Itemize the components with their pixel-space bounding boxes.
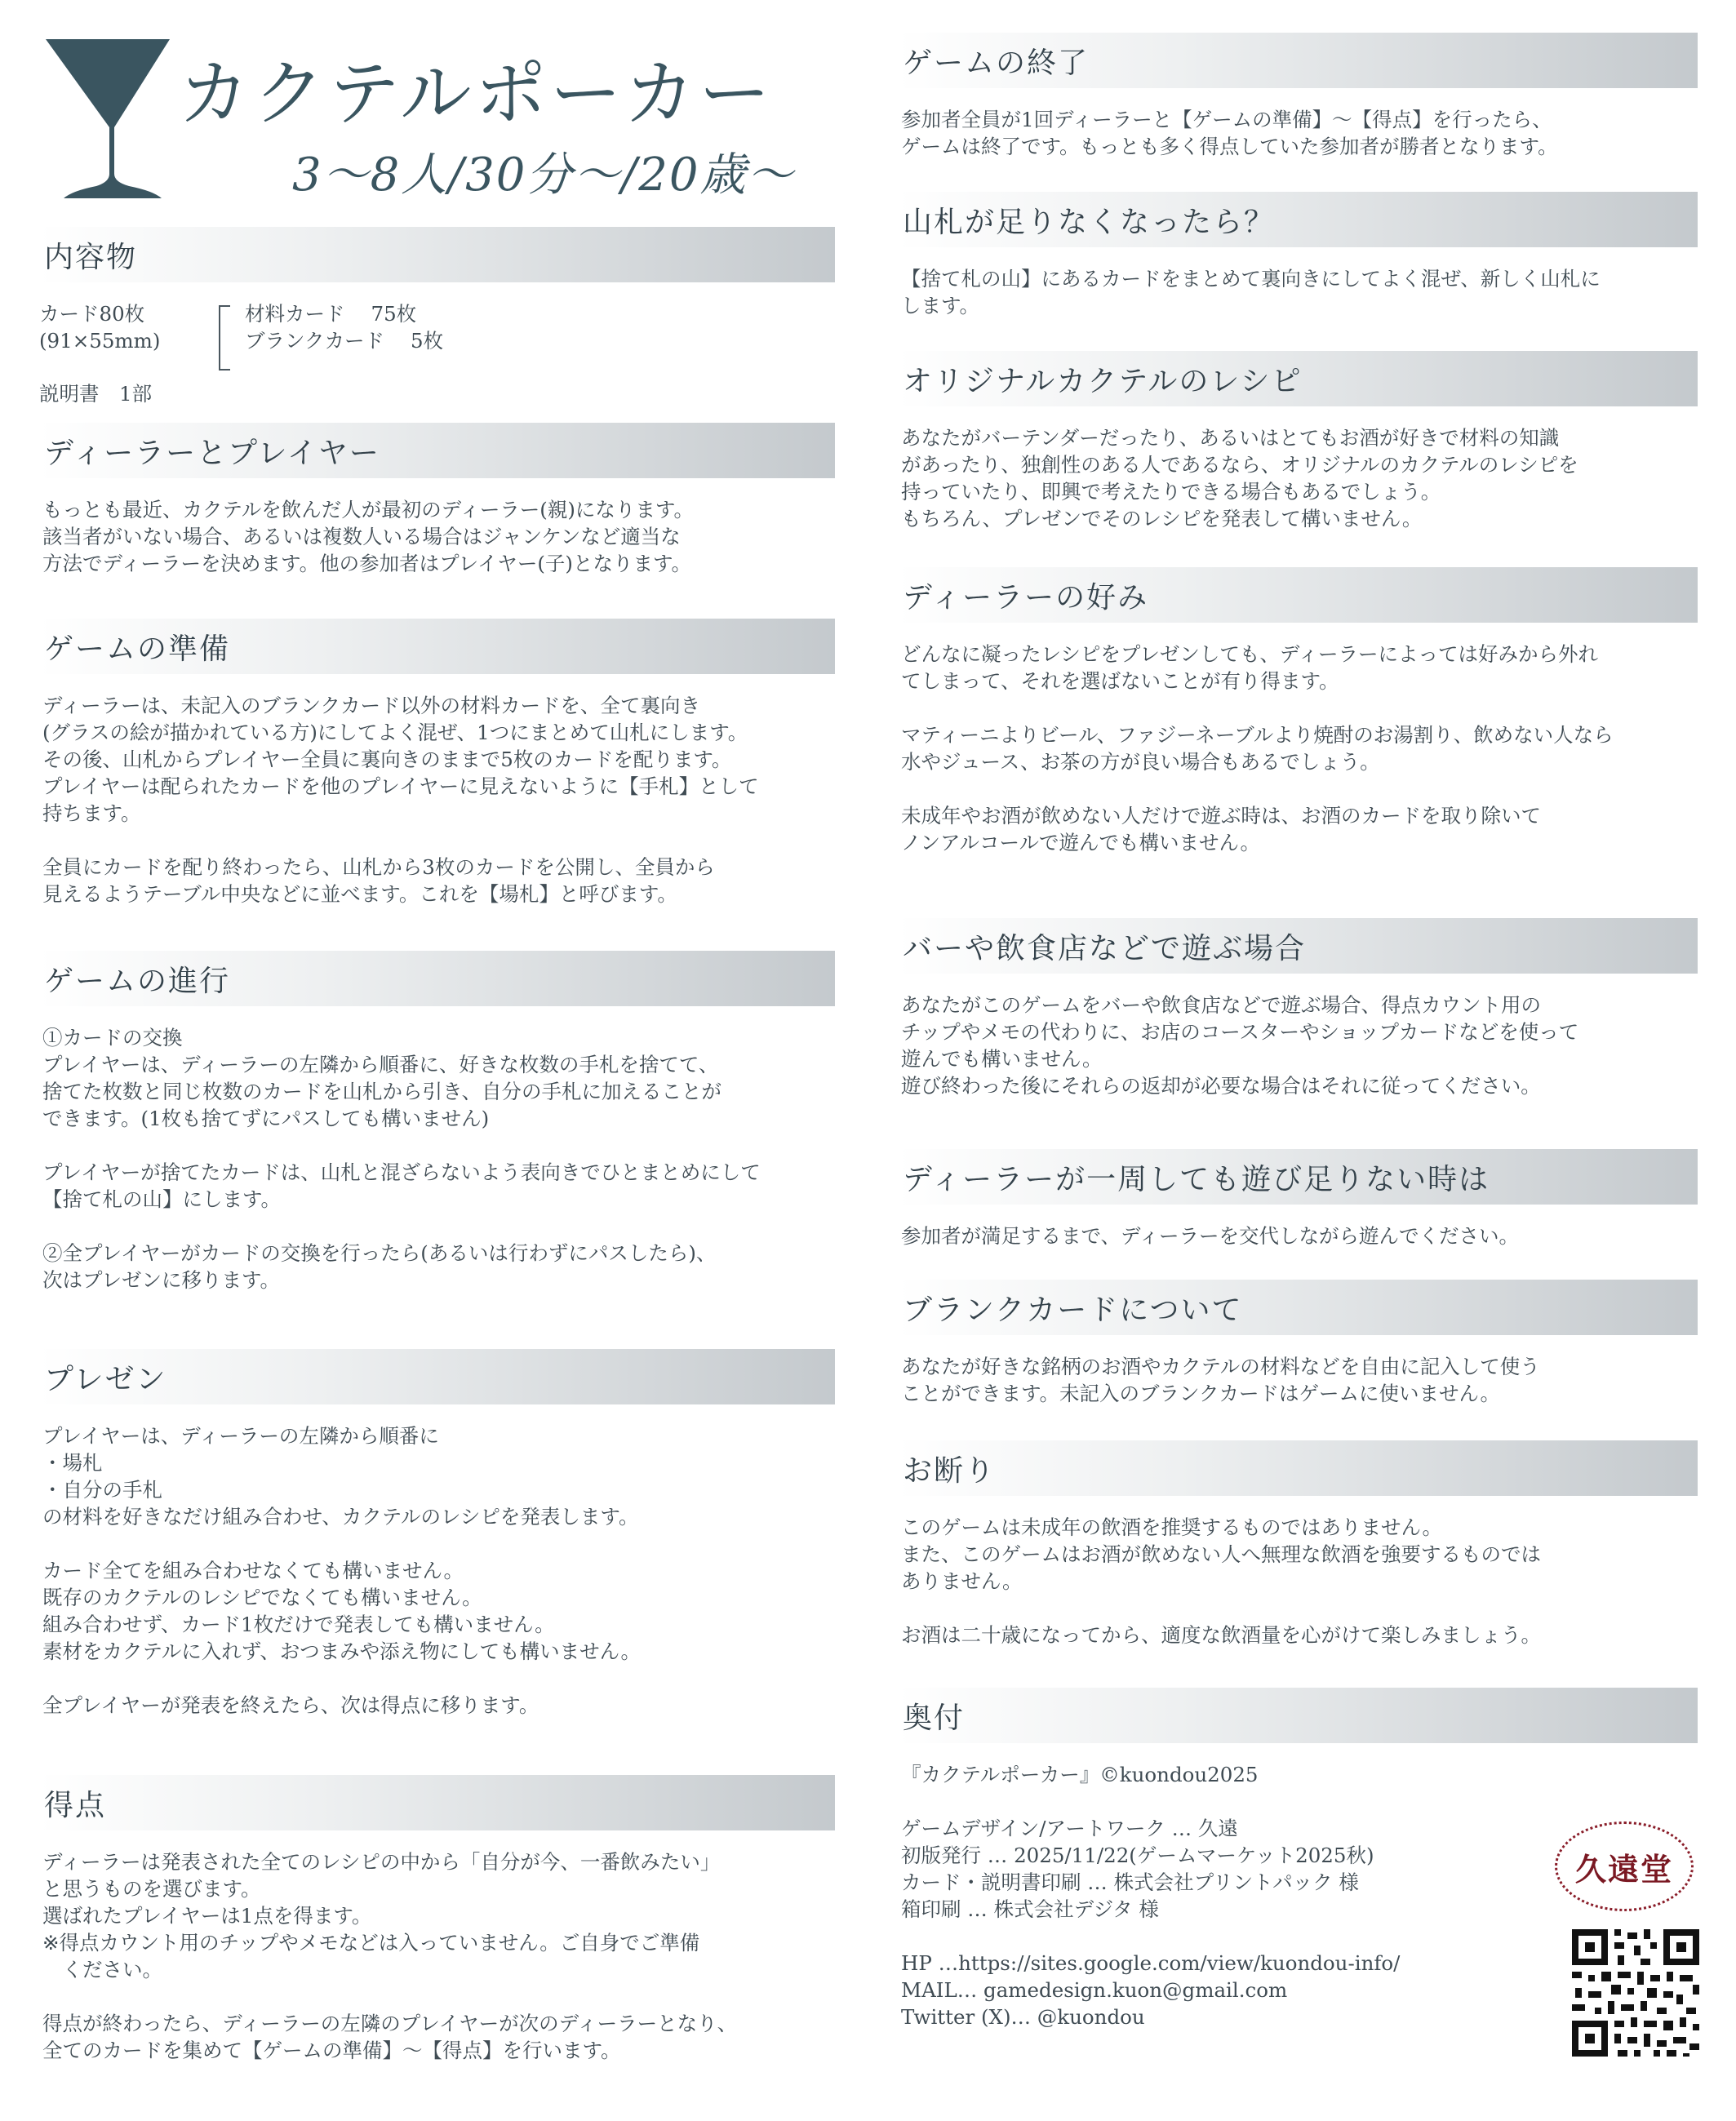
copyright: 『カクテルポーカー』©kuondou2025 — [901, 1763, 1259, 1786]
section-band — [898, 918, 1698, 974]
paragraph: 得点が終わったら、ディーラーの左隣のプレイヤーが次のディーラーとなり、 全てのカードを集めて【ゲームの準備】〜【得点】を行います。 — [42, 2012, 738, 2062]
section-band — [39, 1349, 835, 1404]
game-subtitle: 3〜8人/30分〜/20歳〜 — [292, 149, 795, 202]
paragraph: このゲームは未成年の飲酒を推奨するものではありません。 また、このゲームはお酒が飲めない人へ無理な飲酒を強要するものでは ありません。 — [901, 1515, 1541, 1593]
paragraph: プレイヤーは、ディーラーの左隣から順番に ・場札 ・自分の手札 の材料を好きなだけ組み合わせ、カクテルのレシピを発表します。 — [42, 1424, 639, 1529]
section-presen — [39, 1349, 835, 1719]
section-title: ゲームの準備 — [44, 632, 231, 666]
section-contents — [39, 227, 835, 415]
paragraph: ディーラーは発表された全てのレシピの中から「自分が今、一番飲みたい」 と思うものを選びます。 選ばれたプレイヤーは1点を得ます。 ※得点カウント用のチップやメモなどは入っていません。ご自身でご準備 ください。 — [42, 1850, 721, 1981]
paragraph: プレイヤーが捨てたカードは、山札と混ざらないよう表向きでひとまとめにして 【捨て札の山】にします。 — [42, 1160, 761, 1211]
section-band — [898, 1440, 1698, 1496]
section-band — [39, 227, 835, 282]
paragraph: お酒は二十歳になってから、適度な飲酒量を心がけて楽しみましょう。 — [901, 1623, 1541, 1647]
section-deck-out — [898, 192, 1698, 319]
material-cards-label: 材料カード — [245, 302, 345, 326]
section-taste — [898, 567, 1698, 856]
section-band — [898, 1149, 1698, 1205]
section-body — [898, 641, 1698, 856]
section-dealer — [39, 423, 835, 577]
paragraph: マティーニよりビール、ファジーネーブルより焼酎のお湯割り、飲めない人なら 水やジュース、お茶の方が良い場合もあるでしょう。 — [901, 723, 1614, 774]
manual-count: 説明書 1部 — [39, 382, 153, 406]
blank-cards-label: ブランクカード — [245, 329, 385, 353]
section-disclaimer — [898, 1440, 1698, 1648]
paragraph: 全員にカードを配り終わったら、山札から3枚のカードを公開し、全員から 見えるようテーブル中央などに並べます。これを【場札】と呼びます。 — [42, 855, 715, 906]
section-body — [898, 1514, 1698, 1648]
section-band — [39, 1775, 835, 1830]
paragraph: 参加者が満足するまで、ディーラーを交代しながら遊んでください。 — [901, 1224, 1520, 1248]
section-band — [898, 351, 1698, 406]
paragraph: 参加者全員が1回ディーラーと【ゲームの準備】〜【得点】を行ったら、 ゲームは終了です。もっとも多く得点していた参加者が勝者となります。 — [901, 108, 1558, 158]
section-title: ディーラーの好み — [903, 580, 1149, 615]
section-title: 内容物 — [44, 240, 138, 274]
card-breakdown — [245, 300, 443, 354]
paragraph: 全プレイヤーが発表を終えたら、次は得点に移ります。 — [42, 1693, 539, 1717]
paragraph: ①カードの交換 プレイヤーは、ディーラーの左隣から順番に、好きな枚数の手札を捨てて、 捨てた枚数と同じ枚数のカードを山札から引き、自分の手札に加えることが できます。(1枚も捨てずにパスしても構いません) — [42, 1026, 722, 1130]
section-band — [898, 567, 1698, 623]
section-body — [39, 1848, 835, 2064]
blank-cards-count: 5枚 — [411, 329, 444, 353]
paragraph: ②全プレイヤーがカードの交換を行ったら(あるいは行わずにパスしたら)、 次はプレゼンに移ります。 — [42, 1241, 717, 1292]
qr-code-icon[interactable] — [1569, 1926, 1703, 2060]
section-body — [39, 1422, 835, 1719]
section-body — [898, 1222, 1698, 1249]
section-title: ブランクカードについて — [903, 1293, 1243, 1327]
section-band — [898, 1280, 1698, 1335]
section-body — [898, 424, 1698, 532]
section-setup — [39, 619, 835, 907]
cards-info — [39, 300, 227, 354]
section-title: プレゼン — [44, 1362, 167, 1396]
paragraph: 未成年やお酒が飲めない人だけで遊ぶ時は、お酒のカードを取り除いて ノンアルコールで遊んでも構いません。 — [901, 804, 1541, 854]
section-title: オリジナルカクテルのレシピ — [903, 364, 1303, 398]
section-title: ディーラーとプレイヤー — [44, 436, 380, 470]
game-title: カクテルポーカー — [178, 51, 774, 135]
section-title: ディーラーが一周しても遊び足りない時は — [903, 1162, 1490, 1196]
cards-size: (91×55mm) — [39, 329, 161, 353]
section-blank — [898, 1280, 1698, 1407]
section-title: ゲームの終了 — [903, 46, 1090, 80]
section-title: バーや飲食店などで遊ぶ場合 — [903, 931, 1307, 965]
section-original — [898, 351, 1698, 532]
section-body — [898, 106, 1698, 160]
contact-info: HP …https://sites.google.com/view/kuondou-info/ MAIL… gamedesign.kuon@gmail.com Twitter (X)… @kuondou — [901, 1951, 1401, 2029]
material-cards-count: 75枚 — [371, 302, 417, 326]
section-title: 得点 — [44, 1788, 107, 1822]
bracket-divider — [219, 305, 230, 371]
section-band — [39, 951, 835, 1006]
paragraph: もっとも最近、カクテルを飲んだ人が最初のディーラー(親)になります。 該当者がいない場合、あるいは複数人いる場合はジャンケンなど適当な 方法でディーラーを決めます。他の参加者はプレイヤー(子)となります。 — [42, 498, 694, 575]
logo-text: 久遠堂 — [1574, 1850, 1673, 1888]
paragraph: カード全てを組み合わせなくても構いません。 既存のカクテルのレシピでなくても構いません。 組み合わせず、カード1枚だけで発表しても構いません。 素材をカクテルに入れず、おつまみや添え物にしても構いません。 — [42, 1559, 642, 1663]
paragraph: ディーラーは、未記入のブランクカード以外の材料カードを、全て裏向き (グラスの絵が描かれている方)にしてよく混ぜ、1つにまとめて山札にします。 その後、山札からプレイヤー全員に裏向きのままで5枚のカードを配ります。 プレイヤーは配られたカードを他のプレイヤーに見えないように【手札】として 持ちます。 — [42, 694, 759, 825]
contents-list — [39, 300, 835, 415]
section-title: ゲームの進行 — [44, 964, 231, 998]
section-bar — [898, 918, 1698, 1099]
page-header — [33, 24, 849, 212]
section-band — [898, 1688, 1698, 1743]
section-more — [898, 1149, 1698, 1249]
paragraph: 【捨て札の山】にあるカードをまとめて裏向きにしてよく混ぜ、新しく山札に します。 — [901, 267, 1601, 317]
cards-label: カード80枚 — [39, 302, 145, 326]
section-title: 奥付 — [903, 1701, 966, 1735]
kuondou-logo — [1555, 1821, 1694, 1911]
section-band — [39, 423, 835, 478]
section-band — [898, 33, 1698, 88]
paragraph: あなたが好きな銘柄のお酒やカクテルの材料などを自由に記入して使う ことができます。未記入のブランクカードはゲームに使いません。 — [901, 1355, 1540, 1405]
section-body — [39, 692, 835, 907]
section-body — [898, 265, 1698, 319]
paragraph: あなたがこのゲームをバーや飲食店などで遊ぶ場合、得点カウント用の チップやメモの代わりに、お店のコースターやショップカードなどを使って 遊んでも構いません。 遊び終わった後にそれらの返却が必要な場合はそれに従ってください。 — [901, 993, 1579, 1098]
paragraph: あなたがバーテンダーだったり、あるいはとてもお酒が好きで材料の知識 があったり、独創性のある人であるなら、オリジナルのカクテルのレシピを 持っていたり、即興で考えたりできる場合もあるでしょう。 もちろん、プレゼンでそのレシピを発表して構いません。 — [901, 426, 1578, 530]
section-body — [39, 1024, 835, 1293]
section-title: お断り — [903, 1453, 997, 1488]
section-body — [39, 496, 835, 577]
section-band — [898, 192, 1698, 247]
paragraph: どんなに凝ったレシピをプレゼンしても、ディーラーによっては好みから外れ てしまって、それを選ばないことが有り得ます。 — [901, 642, 1598, 693]
section-progress — [39, 951, 835, 1293]
section-band — [39, 619, 835, 674]
section-end — [898, 33, 1698, 160]
section-score — [39, 1775, 835, 2064]
section-body — [898, 1353, 1698, 1407]
section-title: 山札が足りなくなったら？ — [903, 205, 1276, 239]
credits: ゲームデザイン/アートワーク … 久遠 初版発行 … 2025/11/22(ゲームマーケット2025秋) カード・説明書印刷 … 株式会社プリントパック 様 箱印刷 … 株式会社デジタ 様 — [901, 1817, 1374, 1921]
section-body — [898, 992, 1698, 1099]
cocktail-glass-icon — [39, 31, 186, 202]
